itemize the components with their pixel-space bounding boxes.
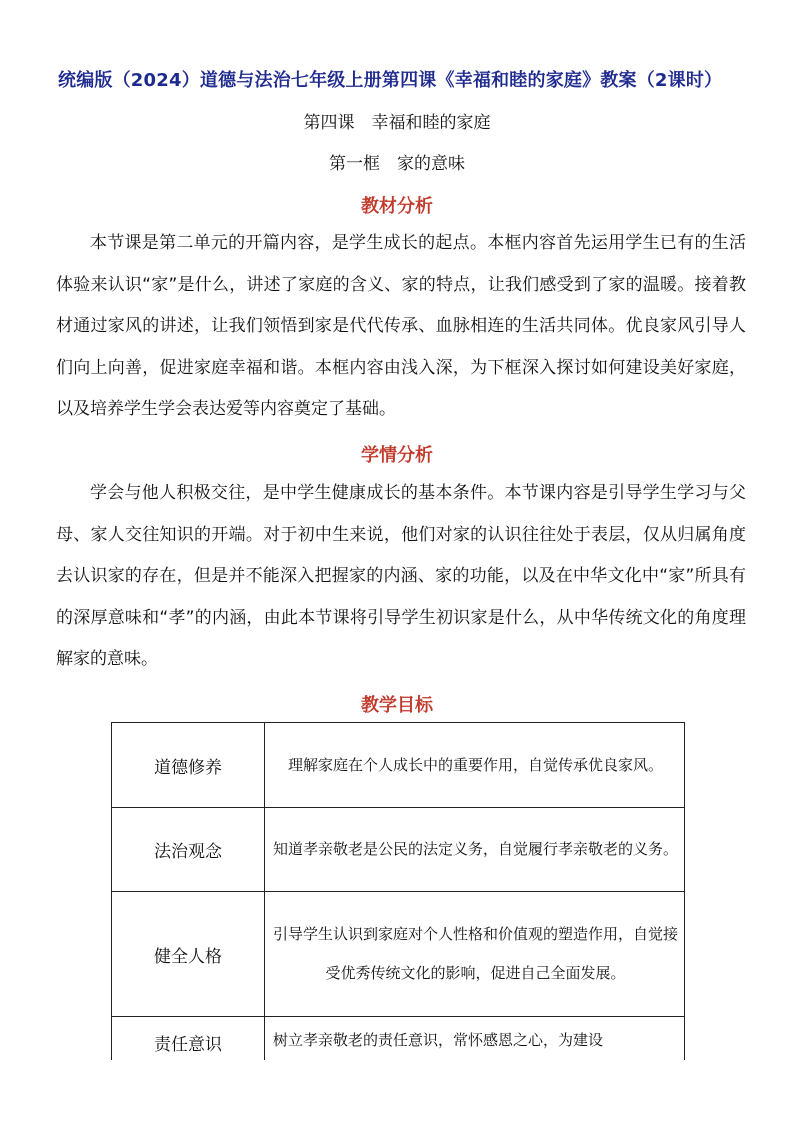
goal-category: 责任意识	[112, 1017, 265, 1061]
table-row	[112, 723, 685, 808]
goal-description-text: 知道孝亲敬老是公民的法定义务，自觉履行孝亲敬老的义务。	[273, 840, 679, 858]
frame-title: 第一框 家的意味	[329, 154, 465, 174]
goal-description	[265, 723, 685, 808]
goal-description	[265, 1017, 685, 1061]
goal-description	[265, 808, 685, 892]
goal-category: 法治观念	[112, 808, 265, 892]
teaching-goals-heading: 教学目标	[361, 695, 433, 716]
goal-category: 健全人格	[112, 892, 265, 1017]
lesson-title: 第四课 幸福和睦的家庭	[303, 113, 491, 133]
goal-description-text: 树立孝亲敬老的责任意识，常怀感恩之心，为建设	[273, 1031, 604, 1049]
table-row	[112, 1017, 685, 1061]
goal-description-text: 理解家庭在个人成长中的重要作用，自觉传承优良家风。	[287, 755, 663, 774]
table-row	[112, 808, 685, 892]
goal-description	[265, 892, 685, 1017]
student-analysis-paragraph: 学会与他人积极交往，是中学生健康成长的基本条件。本节课内容是引导学生学习与父母、家人交往知识的开端。对于初中生来说，他们对家的认识往往处于表层，仅从归属角度去认识家的存在，但是并不能深入把握家的内涵、家的功能，以及在中华文化中“家”所具有的深厚意味和“孝”的内涵，由此本节课将引导学生初识家是什么，从中华传统文化的角度理解家的意味。	[56, 483, 746, 669]
goal-category: 道德修养	[112, 723, 265, 808]
textbook-analysis-paragraph: 本节课是第二单元的开篇内容，是学生成长的起点。本框内容首先运用学生已有的生活体验来认识“家”是什么，讲述了家庭的含义、家的特点，让我们感受到了家的温暖。接着教材通过家风的讲述，让我们领悟到家是代代传承、血脉相连的生活共同体。优良家风引导人们向上向善，促进家庭幸福和谐。本框内容由浅入深，为下框深入探讨如何建设美好家庭，以及培养学生学会表达爱等内容奠定了基础。	[56, 233, 746, 419]
table-row	[112, 892, 685, 1017]
textbook-analysis-heading: 教材分析	[361, 196, 433, 217]
teaching-goals-table	[111, 722, 685, 1060]
goal-description-text: 引导学生认识到家庭对个人性格和价值观的塑造作用，自觉接受优秀传统文化的影响，促进自己全面发展。	[273, 925, 679, 982]
student-analysis-heading: 学情分析	[361, 445, 433, 466]
document-title: 统编版（2024）道德与法治七年级上册第四课《幸福和睦的家庭》教案（2课时）	[58, 70, 723, 91]
